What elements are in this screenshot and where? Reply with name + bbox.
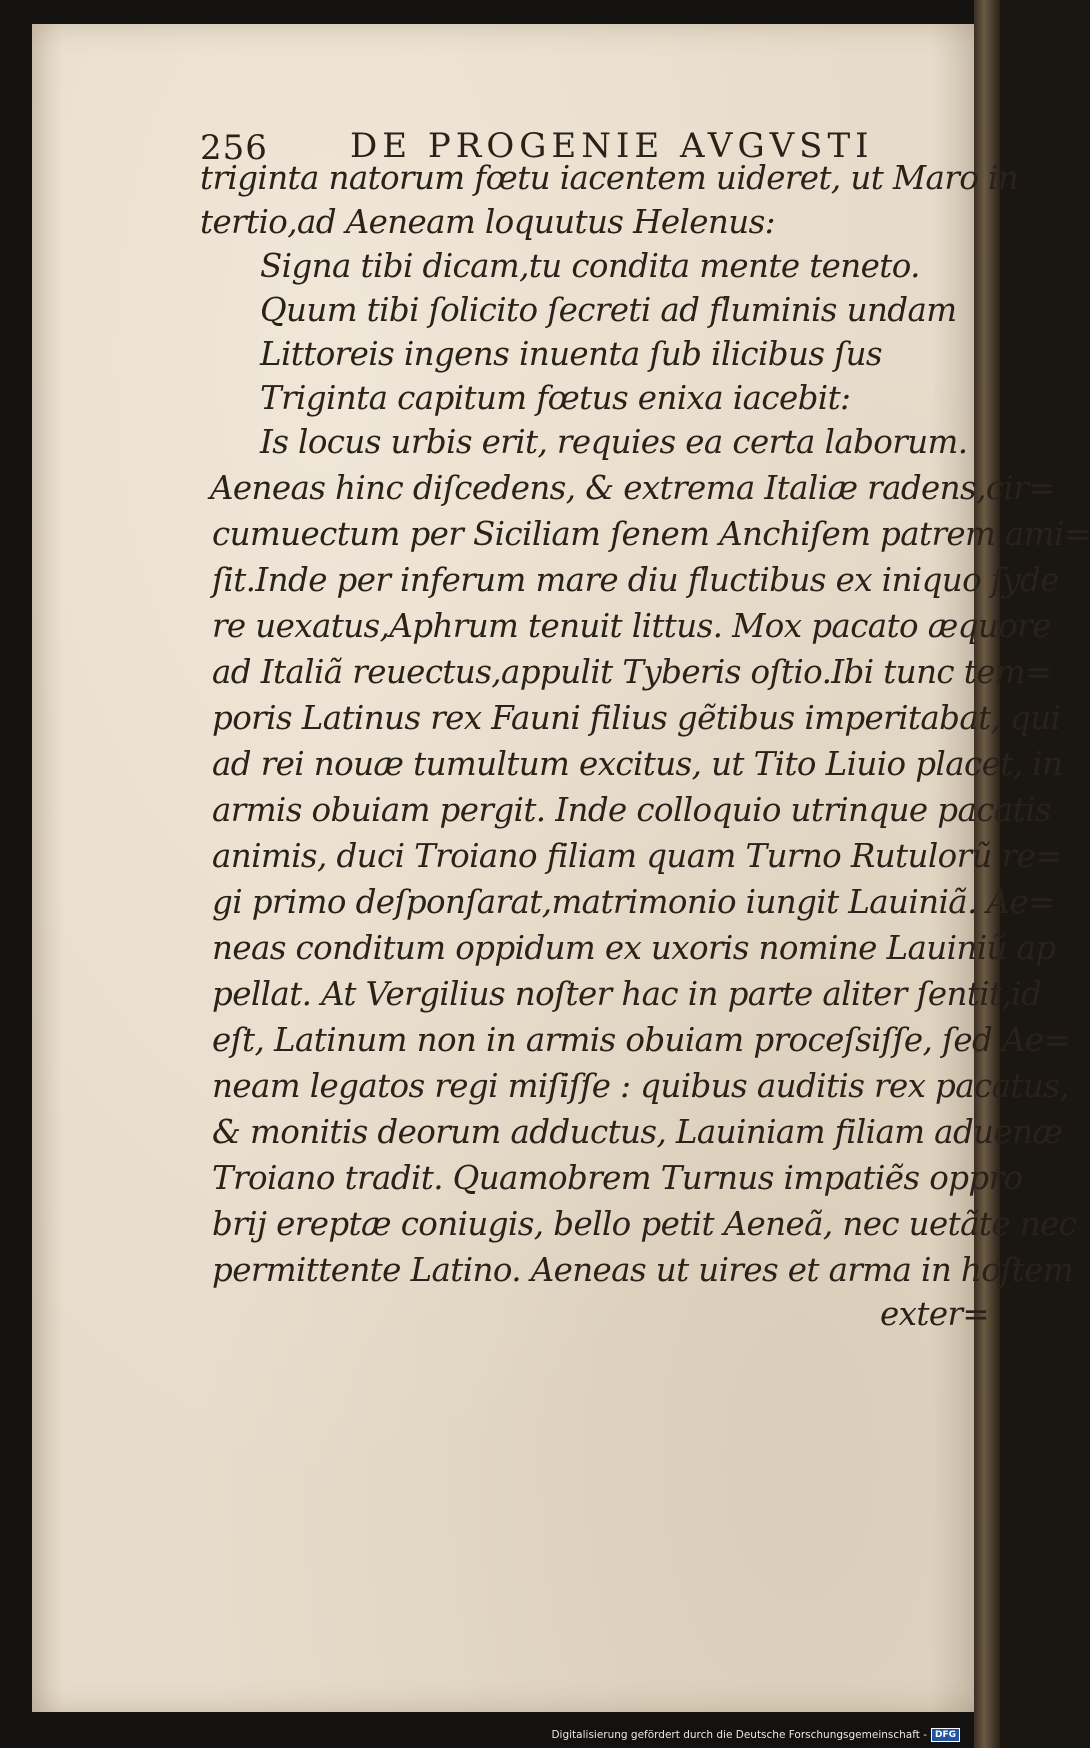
credit-text: Digitalisierung gefördert durch die Deutsche Forschungsgemeinschaft - (551, 1729, 927, 1741)
text-line: triginta natorum fœtu iacentem uideret, ut Maro in (200, 159, 1019, 197)
verse-line: Littoreis ingens inuenta ſub ilicibus ſus (260, 335, 882, 373)
verse-line: Quum tibi ſolicito ſecreti ad fluminis undam (260, 291, 957, 329)
verse-line: Signa tibi dicam,tu condita mente teneto. (260, 247, 920, 285)
verse-line: Is locus urbis erit, requies ea certa laborum. (260, 423, 968, 461)
page-number: 256 (200, 128, 268, 168)
text-line: animis, duci Troiano filiam quam Turno Rutulorũ re= (212, 837, 1062, 875)
text-line: & monitis deorum adductus, Lauiniam filiam aduenæ (212, 1113, 1063, 1151)
running-title: DE PROGENIE AVGVSTI (350, 126, 874, 166)
text-line: ſit.Inde per inferum mare diu fluctibus ex iniquo ſyde (212, 561, 1059, 599)
text-line: re uexatus,Aphrum tenuit littus. Mox pacato æquore (212, 607, 1051, 645)
text-line: brij ereptæ coniugis, bello petit Aeneã, nec uetãte nec (212, 1205, 1077, 1243)
text-line: ad rei nouæ tumultum excitus, ut Tito Liuio placet, in (212, 745, 1063, 783)
text-line: Troiano tradit. Quamobrem Turnus impatiẽs oppro (212, 1159, 1023, 1197)
text-line: eſt, Latinum non in armis obuiam proceſsiſſe, ſed Ae= (212, 1021, 1071, 1059)
digitization-credit (551, 1728, 960, 1742)
catchword: exter= (880, 1295, 990, 1333)
text-line: neas conditum oppidum ex uxoris nomine Lauiniũ ap (212, 929, 1056, 967)
text-line: permittente Latino. Aeneas ut uires et arma in hoſtem (212, 1251, 1073, 1289)
text-line: poris Latinus rex Fauni filius gẽtibus imperitabat, qui (212, 699, 1061, 737)
verse-line: Triginta capitum fœtus enixa iacebit: (260, 379, 851, 417)
dfg-logo: DFG (931, 1728, 960, 1742)
text-line: ad Italiã reuectus,appulit Tyberis oſtio.Ibi tunc tem= (212, 653, 1052, 691)
text-line: armis obuiam pergit. Inde colloquio utrinque pacatis (212, 791, 1051, 829)
text-line: tertio,ad Aeneam loquutus Helenus: (200, 203, 776, 241)
text-line: neam legatos regi miſiſſe : quibus auditis rex pacatus, (212, 1067, 1070, 1105)
text-line: cumuectum per Siciliam ſenem Anchiſem patrem ami= (212, 515, 1090, 553)
text-line: pellat. At Vergilius noſter hac in parte aliter ſentit,id (212, 975, 1042, 1013)
text-line: Aeneas hinc diſcedens, & extrema Italiæ radens,cir= (210, 469, 1055, 507)
text-line: gi primo deſponſarat,matrimonio iungit Lauiniã. Ae= (212, 883, 1055, 921)
